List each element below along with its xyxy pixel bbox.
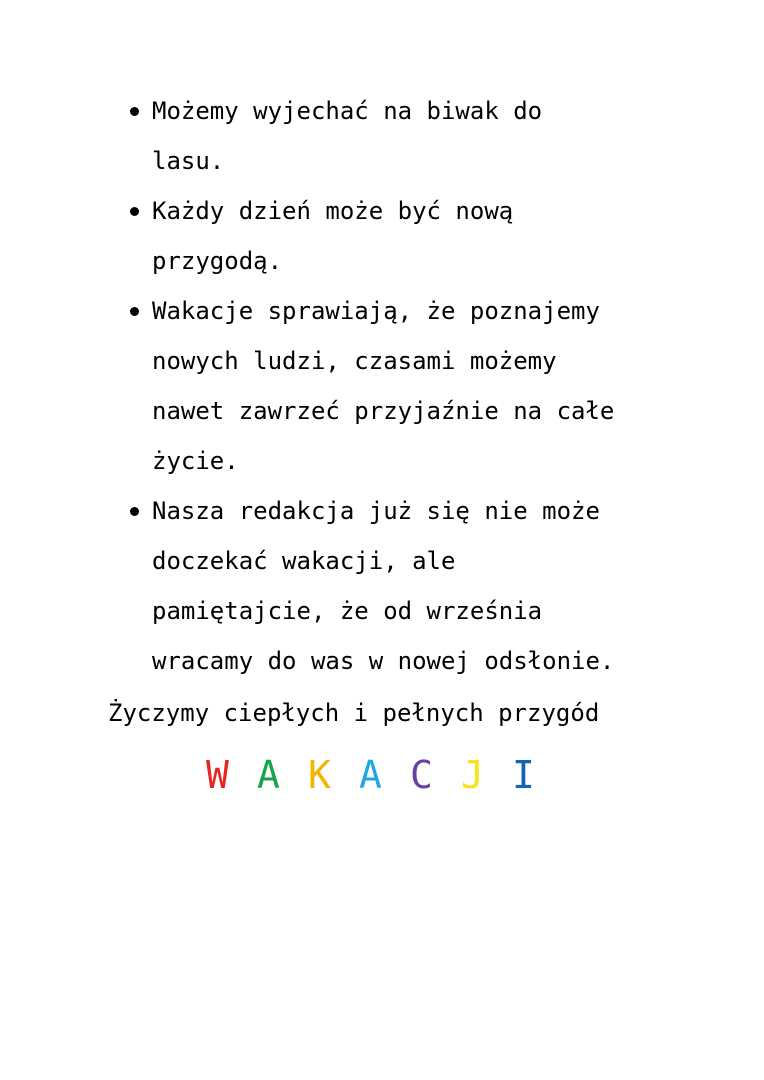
wakacje-letter: W (206, 753, 229, 797)
bullet-text-line: życie. (152, 447, 239, 475)
bullet-text-line: doczekać wakacji, ale (152, 547, 456, 575)
wakacje-letter: A (359, 753, 382, 797)
bullet-text-line: nowych ludzi, czasami możemy (152, 347, 557, 375)
bullet-item-przyjaznie (130, 286, 690, 486)
bullet-text-line: wracamy do was w nowej odsłonie. (152, 647, 615, 675)
wakacje-letter: I (512, 753, 535, 797)
closing-wishes: Życzymy ciepłych i pełnych przygód (108, 699, 600, 727)
wakacje-letter: J (461, 753, 484, 797)
bullet-text-line: Nasza redakcja już się nie może (152, 497, 600, 525)
wakacje-letter: A (257, 753, 280, 797)
bullet-icon (130, 507, 139, 516)
wakacje-title (206, 750, 563, 800)
bullet-list (130, 86, 690, 686)
bullet-text-line: Możemy wyjechać na biwak do (152, 97, 543, 125)
bullet-item-biwak (130, 86, 690, 186)
wakacje-letter: K (308, 753, 331, 797)
bullet-text-line: nawet zawrzeć przyjaźnie na całe (152, 397, 615, 425)
bullet-text-line: pamiętajcie, że od września (152, 597, 543, 625)
bullet-item-redakcja (130, 486, 690, 686)
bullet-text-line: przygodą. (152, 247, 283, 275)
bullet-text-line: Każdy dzień może być nową (152, 197, 514, 225)
bullet-icon (130, 307, 139, 316)
bullet-icon (130, 207, 139, 216)
bullet-icon (130, 107, 139, 116)
bullet-text-line: lasu. (152, 147, 225, 175)
bullet-item-przygoda (130, 186, 690, 286)
bullet-text-line: Wakacje sprawiają, że poznajemy (152, 297, 600, 325)
wakacje-letter: C (410, 753, 433, 797)
